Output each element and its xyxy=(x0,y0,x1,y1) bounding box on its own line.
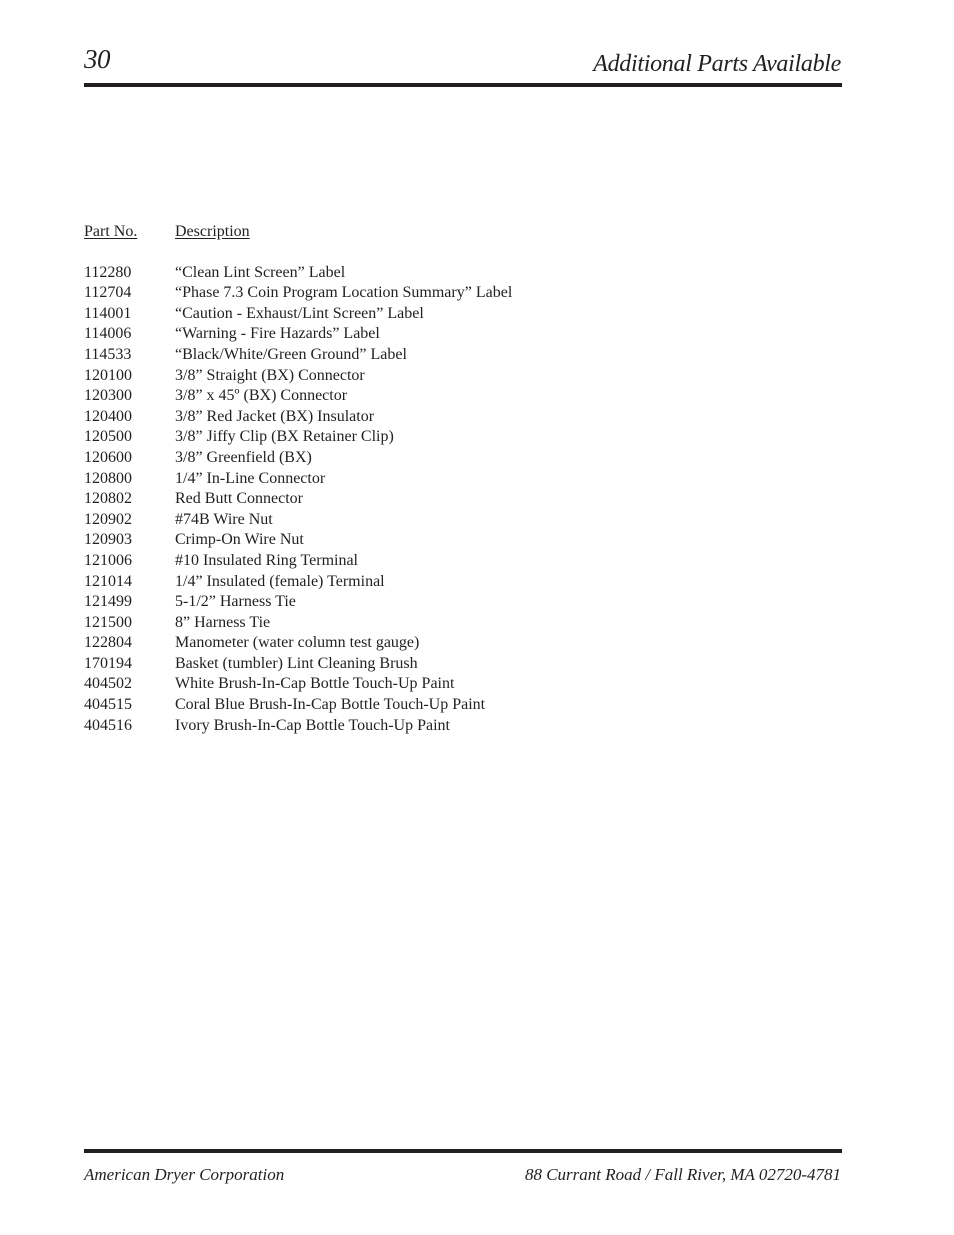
part-number: 121014 xyxy=(84,572,132,590)
table-row xyxy=(84,551,512,572)
footer-divider xyxy=(84,1149,842,1153)
part-number: 114006 xyxy=(84,325,132,343)
part-description: Coral Blue Brush-In-Cap Bottle Touch-Up Paint xyxy=(175,696,486,714)
part-description: “Clean Lint Screen” Label xyxy=(175,263,346,281)
part-number: 120902 xyxy=(84,510,132,528)
header-divider xyxy=(84,83,842,87)
part-number: 120800 xyxy=(84,469,132,487)
part-number: 120300 xyxy=(84,387,132,405)
table-row xyxy=(84,572,512,593)
part-description: “Black/White/Green Ground” Label xyxy=(175,345,407,363)
part-number: 122804 xyxy=(84,634,132,652)
part-description: “Warning - Fire Hazards” Label xyxy=(175,325,380,343)
table-row xyxy=(84,304,512,325)
part-description: 3/8” Red Jacket (BX) Insulator xyxy=(175,407,375,425)
part-description: Ivory Brush-In-Cap Bottle Touch-Up Paint xyxy=(175,716,450,734)
part-number: 121499 xyxy=(84,593,132,611)
part-description: 3/8” Greenfield (BX) xyxy=(175,448,312,466)
part-number: 120400 xyxy=(84,407,132,425)
part-description: “Phase 7.3 Coin Program Location Summary” Label xyxy=(175,284,513,302)
part-description: 1/4” In-Line Connector xyxy=(175,469,326,487)
part-description: Manometer (water column test gauge) xyxy=(175,634,420,652)
table-row xyxy=(84,716,512,737)
table-row xyxy=(84,654,512,675)
part-description: Red Butt Connector xyxy=(175,490,303,508)
part-number: 121500 xyxy=(84,613,132,631)
table-row xyxy=(84,263,512,284)
part-number: 114533 xyxy=(84,345,132,363)
part-number: 121006 xyxy=(84,551,132,569)
part-number: 112704 xyxy=(84,284,132,302)
table-row xyxy=(84,386,512,407)
part-number: 112280 xyxy=(84,263,132,281)
table-row xyxy=(84,613,512,634)
part-description: “Caution - Exhaust/Lint Screen” Label xyxy=(175,304,424,322)
part-number: 114001 xyxy=(84,304,132,322)
part-number: 404502 xyxy=(84,675,132,693)
parts-table xyxy=(84,222,512,736)
page-title: Additional Parts Available xyxy=(593,51,841,77)
part-number: 170194 xyxy=(84,654,132,672)
part-description: Basket (tumbler) Lint Cleaning Brush xyxy=(175,654,418,672)
part-number: 120600 xyxy=(84,448,132,466)
part-description: 3/8” x 45º (BX) Connector xyxy=(175,387,348,405)
table-row xyxy=(84,695,512,716)
table-row xyxy=(84,324,512,345)
part-description: Crimp-On Wire Nut xyxy=(175,531,304,549)
part-number: 120500 xyxy=(84,428,132,446)
table-row xyxy=(84,674,512,695)
part-number: 120903 xyxy=(84,531,132,549)
table-row xyxy=(84,592,512,613)
part-description: 3/8” Jiffy Clip (BX Retainer Clip) xyxy=(175,428,394,446)
footer-address: 88 Currant Road / Fall River, MA 02720-4781 xyxy=(524,1165,841,1184)
table-header-row xyxy=(84,222,512,243)
part-description: 5-1/2” Harness Tie xyxy=(175,593,296,611)
part-description: 3/8” Straight (BX) Connector xyxy=(175,366,365,384)
table-row xyxy=(84,489,512,510)
table-row xyxy=(84,345,512,366)
part-description: 1/4” Insulated (female) Terminal xyxy=(175,572,385,590)
table-row xyxy=(84,510,512,531)
table-row xyxy=(84,407,512,428)
part-description: #74B Wire Nut xyxy=(175,510,273,528)
part-description: #10 Insulated Ring Terminal xyxy=(175,551,358,569)
part-number: 120100 xyxy=(84,366,132,384)
page-number: 30 xyxy=(84,44,110,74)
table-row xyxy=(84,530,512,551)
table-row xyxy=(84,469,512,490)
part-description: 8” Harness Tie xyxy=(175,613,271,631)
column-header-part-no: Part No. xyxy=(84,223,138,240)
table-row xyxy=(84,283,512,304)
table-row xyxy=(84,427,512,448)
footer-company: American Dryer Corporation xyxy=(84,1165,285,1184)
part-number: 404515 xyxy=(84,696,132,714)
column-header-description: Description xyxy=(175,223,250,240)
part-description: White Brush-In-Cap Bottle Touch-Up Paint xyxy=(175,675,455,693)
table-row xyxy=(84,448,512,469)
table-row xyxy=(84,633,512,654)
part-number: 404516 xyxy=(84,716,132,734)
part-number: 120802 xyxy=(84,490,132,508)
table-row xyxy=(84,366,512,387)
